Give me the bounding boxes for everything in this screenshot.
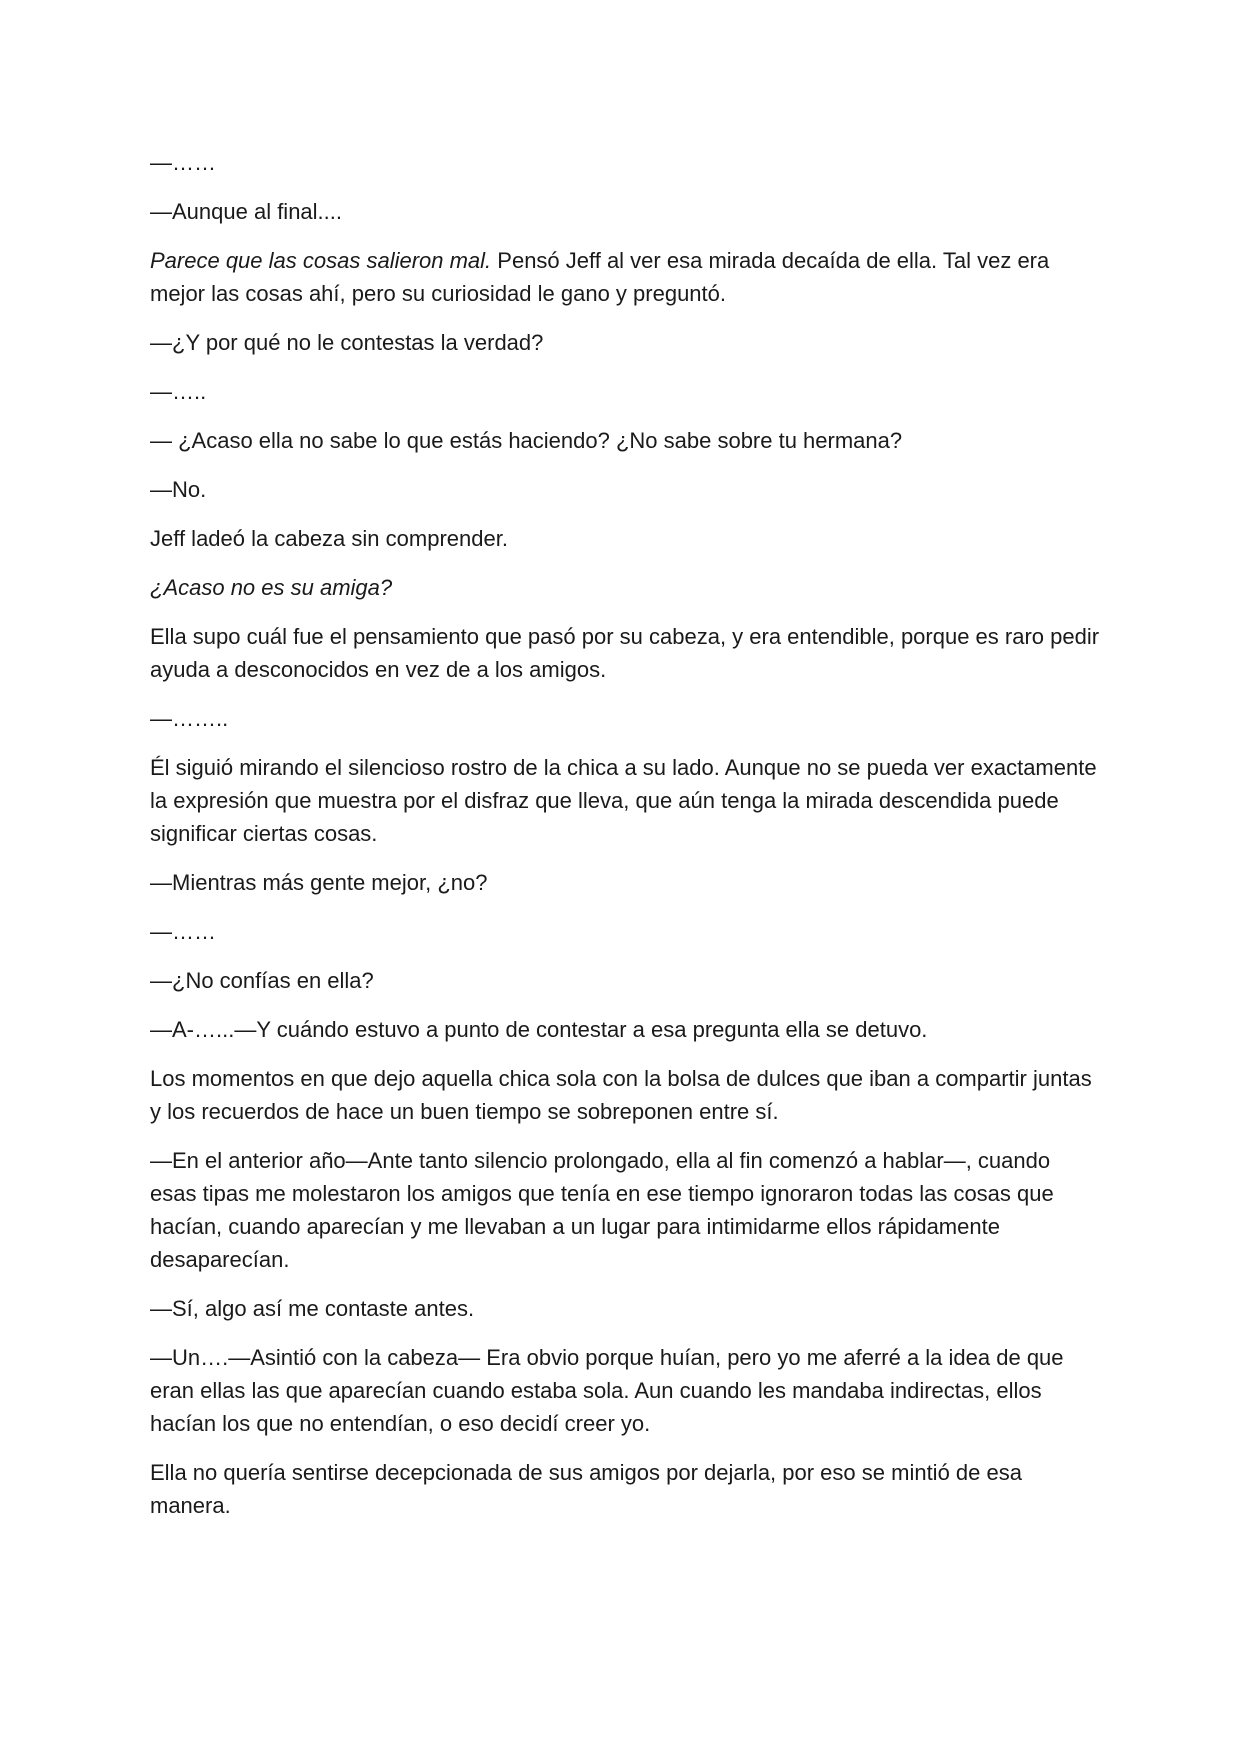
narration-paragraph: Él siguió mirando el silencioso rostro de la chica a su lado. Aunque no se pueda ver exactamente la expresión que muestra por el disfraz que lleva, que aún tenga la mirada descendida puede significar ciertas cosas. xyxy=(150,755,1097,846)
dialogue-line: —…… xyxy=(150,919,216,944)
dialogue-line: —…… xyxy=(150,150,216,175)
narration-paragraph: Los momentos en que dejo aquella chica sola con la bolsa de dulces que iban a compartir juntas y los recuerdos de hace un buen tiempo se sobreponen entre sí. xyxy=(150,1066,1092,1124)
dialogue-line: —No. xyxy=(150,477,207,502)
document-body xyxy=(150,146,1100,1538)
italic-thought: Parece que las cosas salieron mal. xyxy=(150,248,492,273)
narration-paragraph: Ella no quería sentirse decepcionada de sus amigos por dejarla, por eso se mintió de esa manera. xyxy=(150,1460,1022,1518)
dialogue-line: —Sí, algo así me contaste antes. xyxy=(150,1296,475,1321)
narration-text: Pensó Jeff al ver esa mirada decaída de ella. Tal vez era mejor las cosas ahí, pero su curiosidad le gano y preguntó. xyxy=(150,248,1050,306)
dialogue-line: —¿Y por qué no le contestas la verdad? xyxy=(150,330,544,355)
dialogue-paragraph: —En el anterior año—Ante tanto silencio prolongado, ella al fin comenzó a hablar—, cuando esas tipas me molestaron los amigos que tenía en ese tiempo ignoraron todas las cosas que hacían, cuando aparecían y me llevaban a un lugar para intimidarme ellos rápidamente desaparecían. xyxy=(150,1148,1054,1272)
dialogue-line: —A-…...—Y cuándo estuvo a punto de contestar a esa pregunta ella se detuvo. xyxy=(150,1017,928,1042)
italic-thought: ¿Acaso no es su amiga? xyxy=(150,575,393,600)
narration-paragraph: Jeff ladeó la cabeza sin comprender. xyxy=(150,526,508,551)
dialogue-line: —….. xyxy=(150,379,207,404)
dialogue-line: —Aunque al final.... xyxy=(150,199,343,224)
narration-paragraph xyxy=(150,244,1100,310)
dialogue-line: —¿No confías en ella? xyxy=(150,968,374,993)
dialogue-paragraph: —Un….—Asintió con la cabeza— Era obvio porque huían, pero yo me aferré a la idea de que eran ellas las que aparecían cuando estaba sola. Aun cuando les mandaba indirectas, ellos hacían los que no entendían, o eso decidí creer yo. xyxy=(150,1345,1064,1436)
narration-paragraph: Ella supo cuál fue el pensamiento que pasó por su cabeza, y era entendible, porque es raro pedir ayuda a desconocidos en vez de a los amigos. xyxy=(150,624,1100,682)
dialogue-line: — ¿Acaso ella no sabe lo que estás haciendo? ¿No sabe sobre tu hermana? xyxy=(150,428,903,453)
dialogue-line: —…….. xyxy=(150,706,229,731)
dialogue-line: —Mientras más gente mejor, ¿no? xyxy=(150,870,488,895)
